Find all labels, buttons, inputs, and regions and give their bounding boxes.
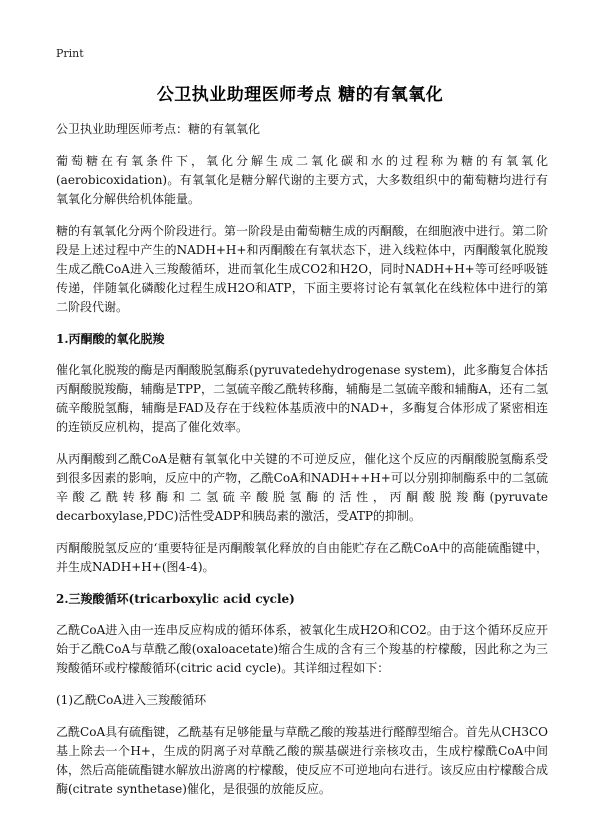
paragraph-enzyme-complex: 催化氧化脱羧的酶是丙酮酸脱氢酶系(pyruvatedehydrogenase system)，此多酶复合体括丙酮酸脱羧酶，辅酶是TPP，二氢硫辛酸乙酰转移酶，辅酶是二氢硫辛酸和辅酶A，还有二氢硫辛酸脱氢酶，辅酶是FAD及存在于线粒体基质液中的NAD+，多酶复合体形成了紧密相连的连锁反应机构，提高了催化效率。: [56, 363, 548, 434]
paragraph-tca-intro: 乙酰CoA进入由一连串反应构成的循环体系，被氧化生成H2O和CO2。由于这个循环反应开始于乙酰CoA与草酰乙酸(oxaloacetate)缩合生成的含有三个羧基的柠檬酸，因此称之为三羧酸循环或柠檬酸循环(citric acid cycle)。其详细过程如下：: [56, 623, 548, 675]
article-body: [56, 120, 548, 812]
print-label[interactable]: Print: [56, 47, 84, 60]
paragraph-regulation: 从丙酮酸到乙酰CoA是糖有氧氧化中关键的不可逆反应，催化这个反应的丙酮酸脱氢酶系受到很多因素的影响，反应中的产物，乙酰CoA和NADH++H+可以分别抑制酶系中的二氢硫辛酸乙酰转移酶和二氢硫辛酸脱氢酶的活性，丙酮酸脱羧酶(pyruvate decarboxylase,PDC)活性受ADP和胰岛素的激活，受ATP的抑制。: [56, 452, 548, 523]
page-title: 公卫执业助理医师考点 糖的有氧氧化: [156, 85, 444, 105]
paragraph-step-1-detail: 乙酰CoA具有硫酯键，乙酰基有足够能量与草酰乙酸的羧基进行醛醇型缩合。首先从CH3CO基上除去一个H+，生成的阴离子对草酰乙酸的羰基碳进行亲核攻击，生成柠檬酰CoA中间体，然后高能硫酯键水解放出游离的柠檬酸，使反应不可逆地向右进行。该反应由柠檬酸合成酶(citrate synthetase)催化，是很强的放能反应。: [56, 725, 549, 796]
paragraph-two-stages: 糖的有氧氧化分两个阶段进行。第一阶段是由葡萄糖生成的丙酮酸，在细胞液中进行。第二阶段是上述过程中产生的NADH+H+和丙酮酸在有氧状态下，进入线粒体中，丙酮酸氧化脱羧生成乙酰CoA进入三羧酸循环，进而氧化生成CO2和H2O，同时NADH+H+等可经呼吸链传递，伴随氧化磷酸化过程生成H2O和ATP，下面主要将讨论有氧氧化在线粒体中进行的第二阶段代谢。: [56, 224, 549, 314]
paragraph-intro: 葡萄糖在有氧条件下，氧化分解生成二氧化碳和水的过程称为糖的有氧氧化(aerobicoxidation)。有氧氧化是糖分解代谢的主要方式，大多数组织中的葡萄糖均进行有氧氧化分解供给机体能量。: [56, 154, 548, 206]
paragraph-step-1: (1)乙酰CoA进入三羧酸循环: [56, 693, 207, 707]
subtitle-paragraph: 公卫执业助理医师考点：糖的有氧氧化: [56, 122, 261, 136]
section-heading-pyruvate: 1.丙酮酸的氧化脱羧: [56, 332, 165, 346]
paragraph-energy: 丙酮酸脱氢反应的‘重要特征是丙酮酸氧化释放的自由能贮存在乙酰CoA中的高能硫酯键中，并生成NADH+H+(图4-4)。: [56, 541, 548, 574]
section-heading-tca: 2.三羧酸循环(tricarboxylic acid cycle): [56, 592, 295, 606]
